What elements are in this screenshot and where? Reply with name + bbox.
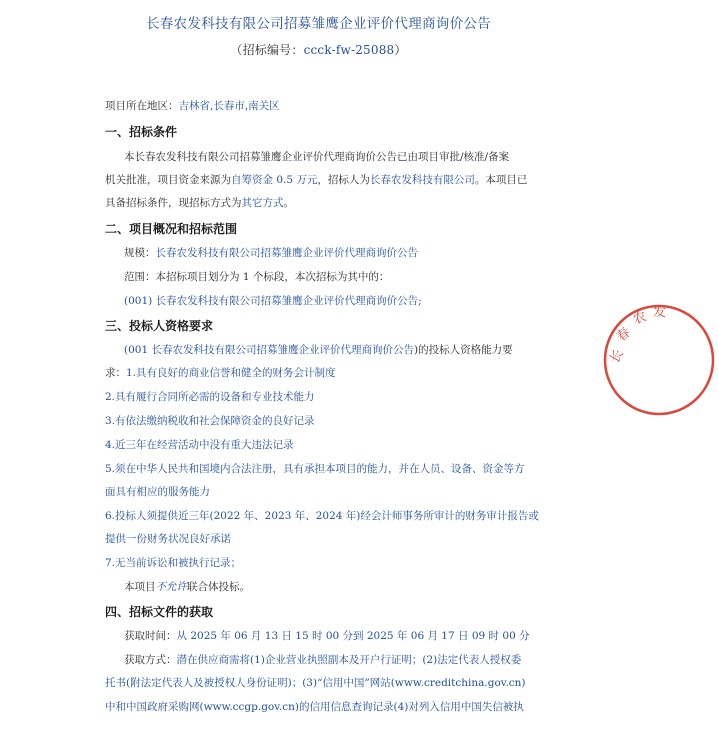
time-value: 从 2025 年 06 月 13 日 15 时 00 分到 2025 年 06 月 17 日 09 时 00 分 [176,630,530,642]
acquisition-time: 获取时间：从 2025 年 06 月 13 日 15 时 00 分到 2025 年 06 月 17 日 09 时 00 分 [124,630,530,642]
location-value: 吉林省,长春市,南关区 [178,100,280,112]
qualification-intro: (001 长春农发科技有限公司招募雏鹰企业评价代理商询价公告)的投标人资格能力要 [124,344,513,356]
tenderer-name: 长春农发科技有限公司 [369,174,475,186]
project-scope: 范围：本招标项目划分为 1 个标段，本次招标为其中的： [124,271,390,283]
svg-text:发: 发 [653,305,667,320]
lot-item: (001) 长春农发科技有限公司招募雏鹰企业评价代理商询价公告; [124,295,422,307]
section-heading-2: 二、项目概况和招标范围 [105,222,238,236]
requirement-1: 求：1.具有良好的商业信誉和健全的财务会计制度 [105,367,336,379]
tender-number: （招标编号：ccck-fw-25088） [230,43,407,57]
project-scale: 规模：长春农发科技有限公司招募雏鹰企业评价代理商询价公告 [124,247,418,259]
section1-paragraph-line-2: 机关批准，项目资金来源为自筹资金 0.5 万元，招标人为长春农发科技有限公司。本项目已 [105,174,528,186]
consortium-note: 本项目不允许联合体投标。 [124,581,250,593]
svg-text:春: 春 [613,325,634,346]
scale-value: 长春农发科技有限公司招募雏鹰企业评价代理商询价公告 [155,247,418,259]
project-location: 项目所在地区：吉林省,长春市,南关区 [105,100,280,112]
requirement-2: 2.具有履行合同所必需的设备和专业技术能力 [105,391,315,403]
tender-method: 其它方式 [241,197,284,209]
company-seal [599,300,665,412]
section-heading-1: 一、招标条件 [105,125,178,139]
acquisition-method-line-2: 托书(附法定代表人及被授权人身份证明)；(3)“信用中国”网站(www.creditchina.gov.cn) [105,677,526,689]
requirement-5-line-2: 面具有相应的服务能力 [105,486,210,498]
acquisition-method-line-1: 获取方式：潜在供应商需将(1)企业营业执照副本及开户行证明；(2)法定代表人授权委 [124,654,522,666]
requirement-7: 7.无当前诉讼和被执行记录； [105,557,242,569]
requirement-5-line-1: 5.须在中华人民共和国境内合法注册，具有承担本项目的能力，并在人员、设备、资金等方 [105,463,525,475]
section1-paragraph-line-3: 具备招标条件，现招标方式为其它方式。 [105,197,294,209]
section-heading-4: 四、招标文件的获取 [105,605,214,619]
svg-text:农: 农 [631,309,649,328]
requirement-6-line-1: 6.投标人须提供近三年(2022 年、2023 年、2024 年)经会计师事务所审计的财务审计报告或 [105,510,539,522]
fund-source: 自筹资金 0.5 万元 [231,174,318,186]
svg-text:长: 长 [607,347,627,366]
acquisition-method-line-3: 中和中国政府采购网(www.ccgp.gov.cn)的信用信息查询记录(4)对列入信用中国失信被执 [105,701,524,713]
notice-title: 长春农发科技有限公司招募雏鹰企业评价代理商询价公告 [146,16,491,32]
requirement-4: 4.近三年在经营活动中没有重大违法记录 [105,439,294,451]
requirement-6-line-2: 提供一份财务状况良好承诺 [105,533,231,545]
tender-code: ccck-fw-25088 [303,43,395,57]
requirement-3: 3.有依法缴纳税收和社会保障资金的良好记录 [105,415,315,427]
section-heading-3: 三、投标人资格要求 [105,319,214,333]
section1-paragraph-line-1: 本长春农发科技有限公司招募雏鹰企业评价代理商询价公告已由项目审批/核准/备案 [124,151,510,163]
consortium-value: 不允许 [155,581,187,593]
